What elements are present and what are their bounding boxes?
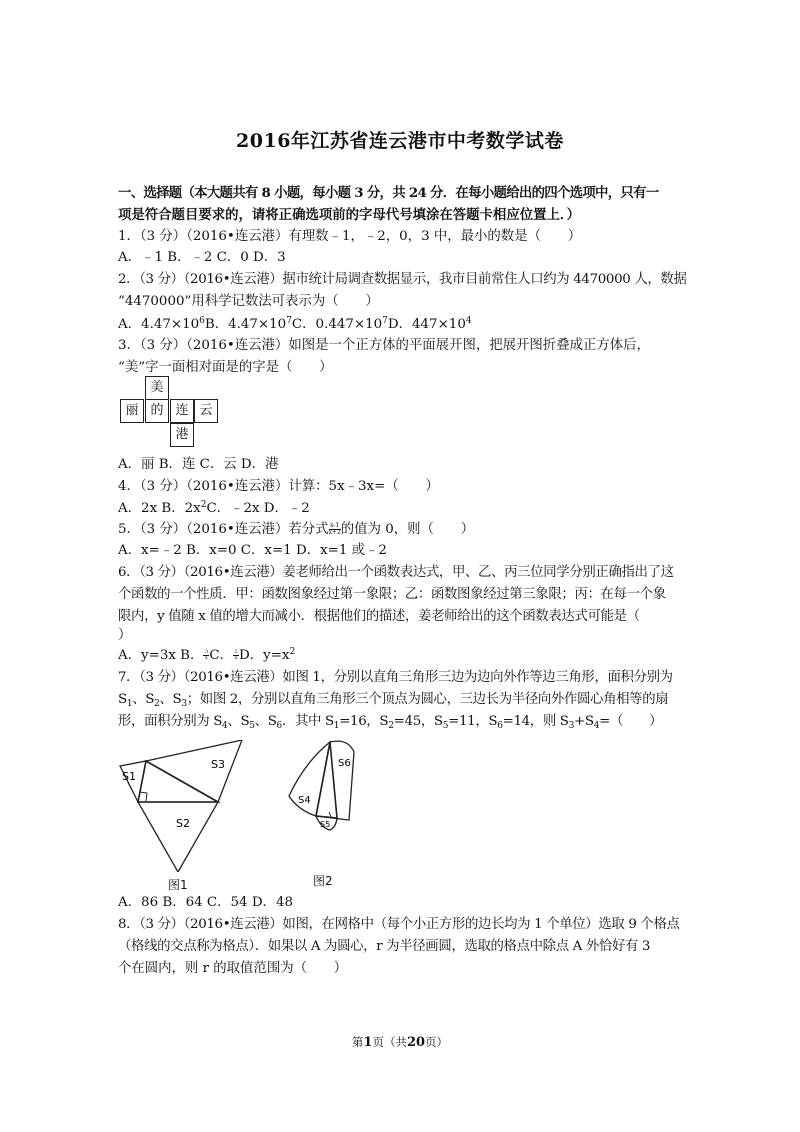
q2-exp-d: 4 [465, 316, 472, 326]
footer-total-pages: 20 [406, 1035, 426, 1050]
q7-s2-sub: 2 [388, 721, 394, 731]
q2-line2: “4470000”用科学记数法可表示为（ ） [118, 294, 379, 309]
footer-suffix: 页） [425, 1035, 449, 1049]
page-title: 2016年江苏省连云港市中考数学试卷 [236, 130, 564, 152]
q4-exp-b: 2 [200, 500, 207, 510]
q7-line2: $S_1$、$S_2$、$S_3$；如图 2，分别以直角三角形三个顶点为圆心，三边长为半径向外作圆心角相等的扇 [118, 692, 669, 709]
q2-option-a: A．4.47×10 [118, 317, 200, 332]
q7-s-label: S [584, 714, 594, 729]
q6-options [118, 647, 688, 665]
q6-fraction-b-den: x [204, 655, 208, 661]
q8-line2: （格线的交点称为格点）．如果以 A 为圆心，r 为半径画圆，选取的格点中除点 A 外恰好有 3 [118, 939, 651, 954]
q7-s4-sub: 4 [222, 721, 228, 731]
q7-line3-a: 形，面积分别为 S [118, 714, 223, 729]
q7-s-label: S [267, 714, 277, 729]
q6-option-c: C． [209, 648, 234, 663]
q8-line1: 8．（3 分）（2016•连云港）如图，在网格中（每个小正方形的边长均为 1 个单位）选取 9 个格点 [118, 917, 680, 932]
footer-middle: 页（共 [372, 1035, 407, 1049]
q6-fraction-c-num: 1 [234, 649, 238, 655]
fig1-triangle-s3 [146, 740, 242, 802]
fig2-label-s6: S6 [338, 758, 351, 769]
net-cell-li: 丽 [120, 399, 144, 423]
q6-line3: 限内，y 值随 x 值的增大而减小．根据他们的描述，姜老师给出的这个函数表达式可能是（ [118, 609, 640, 624]
fig2-right-triangle [316, 742, 337, 818]
q3-line1: 3．（3 分）（2016•连云港）如图是一个正方体的平面展开图，把展开图折叠成正方体后， [118, 338, 650, 353]
q7-s-label: S [118, 692, 127, 707]
q3-options: A．丽 B．连 C．云 D．港 [118, 457, 279, 472]
figure-2-caption: 图2 [313, 874, 333, 888]
net-cell-yun: 云 [194, 399, 218, 423]
q4-option-cd: C．﹣2x D．﹣2 [206, 501, 310, 516]
figure-2 [280, 740, 380, 840]
q8-line3: 个在圆内，则 r 的取值范围为（ ） [118, 961, 348, 976]
footer-page-number: 1 [363, 1035, 373, 1050]
q2-line1: 2．（3 分）（2016•连云港）据市统计局调查数据显示，我市目前常住人口约为 4470000 人，数据 [118, 272, 687, 287]
q5-text [118, 521, 688, 539]
q1-options: A．﹣1 B．﹣2 C．0 D．3 [118, 250, 286, 265]
q2-exp-c: 7 [382, 316, 388, 326]
q4-options [118, 500, 688, 518]
fig2-right-angle-mark [329, 812, 331, 817]
q5-fraction [329, 523, 341, 536]
fig1-right-angle-mark [140, 792, 147, 801]
figure-1-caption: 图1 [168, 878, 188, 892]
q6-exp-d: 2 [289, 647, 296, 657]
fig1-label-s3: S3 [211, 758, 225, 771]
q7-line1: 7．（3 分）（2016•连云港）如图 1，分别以直角三角形三边为边向外作等边三角形，面积分别为 [118, 670, 673, 685]
q7-s-label: S [145, 692, 155, 707]
q7-value-end: =（ ） [599, 714, 663, 729]
fig2-label-s4: S4 [298, 795, 311, 806]
section-heading-line1: 一、选择题（本大题共有 8 小题，每小题 3 分，共 24 分．在每小题给出的四个选项中，只有一 [118, 185, 659, 201]
q4-text: 4．（3 分）（2016•连云港）计算：5x﹣3x=（ ） [118, 479, 439, 494]
q7-s-label: S [172, 692, 182, 707]
q6-fraction-b-num: 3 [204, 649, 208, 655]
q7-s6-sub: 6 [497, 721, 503, 731]
q5-options: A．x=﹣2 B．x=0 C．x=1 D．x=1 或﹣2 [118, 543, 387, 558]
q7-s6-sub: 6 [276, 721, 282, 731]
fig1-label-s2: S2 [176, 817, 190, 830]
fig1-label-s1: S1 [122, 770, 136, 783]
q7-s1-sub: 1 [333, 721, 340, 731]
figure-1 [116, 740, 246, 872]
q1-text: 1．（3 分）（2016•连云港）有理数﹣1，﹣2，0，3 中，最小的数是（ ） [118, 229, 582, 244]
q7-s1-sub: 1 [126, 699, 133, 709]
fig2-sector-s6 [316, 741, 354, 820]
q7-value-s6: =14，则 S [502, 714, 569, 729]
q7-options: A．86 B．64 C．54 D．48 [118, 895, 293, 910]
q2-options [118, 316, 688, 334]
q2-exp-b: 7 [286, 316, 292, 326]
q6-option-d: D．y=x [239, 648, 290, 663]
q7-value-s5: =11，S [448, 714, 498, 729]
q6-line2: 个函数的一个性质．甲：函数图象经过第一象限；乙：函数图象经过第三象限；丙：在每一个象 [118, 587, 666, 602]
q5-text-after: 的值为 0，则（ ） [340, 522, 475, 537]
q7-line2-rest: ；如图 2，分别以直角三角形三个顶点为圆心，三边长为半径向外作圆心角相等的扇 [186, 692, 669, 707]
net-cell-mei: 美 [145, 376, 169, 400]
q2-option-c: C．0.447×10 [291, 317, 383, 332]
fig1-triangle-s2 [138, 802, 218, 872]
page-footer [0, 1034, 800, 1050]
q2-option-d: D．447×10 [387, 317, 466, 332]
q5-text-before: 5．（3 分）（2016•连云港）若分式 [118, 522, 329, 537]
footer-prefix: 第 [351, 1035, 364, 1049]
q7-s5-sub: 5 [442, 721, 449, 731]
net-cell-de: 的 [145, 399, 169, 423]
q7-s3-sub: 3 [181, 699, 187, 709]
q7-value-s2: =45，S [393, 714, 443, 729]
q3-line2: “美”字一面相对面是的字是（ ） [118, 360, 333, 375]
q6-option-ab: A．y=3x B． [118, 648, 204, 663]
q7-line3: 形，面积分别为 $S_4$、$S_5$、$S_6$．其中 $S_1=16$，$S_2=45$，$S_5=11$，$S_6=14$，则 $S_3+S_4=$（ ） [118, 714, 663, 731]
q2-option-b: B．4.47×10 [204, 317, 287, 332]
q5-fraction-numerator: x-1 [330, 522, 340, 529]
q4-option-ab: A．2x B．2x [118, 501, 201, 516]
q7-line3-b: ．其中 S [281, 714, 334, 729]
fig2-label-s5: S5 [320, 820, 331, 829]
section-heading-line2: 项是符合题目要求的，请将正确选项前的字母代号填涂在答题卡相应位置上．） [118, 207, 580, 223]
figure-1-drawing [116, 740, 246, 872]
q6-line4: ） [118, 628, 132, 643]
q7-s4-sub: 4 [593, 721, 600, 731]
q7-s5-sub: 5 [249, 721, 255, 731]
net-cell-gang: 港 [170, 423, 194, 447]
q5-fraction-denominator: x+2 [328, 529, 341, 536]
q7-s3-sub: 3 [568, 721, 575, 731]
figure-2-drawing [280, 740, 380, 840]
q7-s-label: S [240, 714, 250, 729]
q6-fraction-c-den: x [234, 655, 238, 661]
q7-s2-sub: 2 [154, 699, 160, 709]
net-cell-lian: 连 [170, 399, 194, 423]
q2-exp-a: 6 [199, 316, 205, 326]
q6-line1: 6．（3 分）（2016•连云港）姜老师给出一个函数表达式，甲、乙、丙三位同学分别正确指出了这 [118, 565, 674, 580]
q7-value-s1: =16，S [339, 714, 389, 729]
